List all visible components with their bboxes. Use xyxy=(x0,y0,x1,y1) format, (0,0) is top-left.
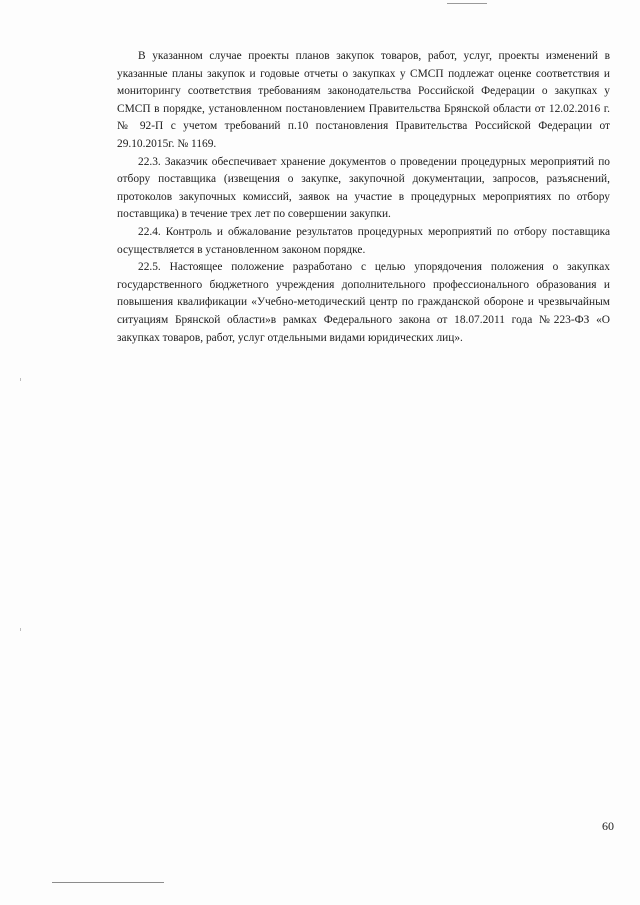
scan-artifact-left-2 xyxy=(20,628,21,631)
scan-artifact-top xyxy=(447,3,487,4)
scan-artifact-left-1 xyxy=(20,378,21,381)
scan-artifact-bottom xyxy=(52,882,164,883)
paragraph-smsp-assessment: В указанном случае проекты планов закупок товаров, работ, услуг, проекты изменений в указанные планы закупок и годовые отчеты о закупках у СМСП подлежат оценке соответствия и мониторингу соответствия требованиям законодательства Российской Федерации о закупках у СМСП в порядке, установленном постановлением Правительства Брянской области от 12.02.2016 г. № 92-П с учетом требований п.10 постановления Правительства Российской Федерации от 29.10.2015г. № 1169. xyxy=(117,50,610,150)
paragraph-22-3: 22.3. Заказчик обеспечивает хранение документов о проведении процедурных мероприятий по отбору поставщика (извещения о закупке, закупочной документации, запросов, разъяснений, протоколов закупочных комиссий, заявок на участие в процедурных мероприятиях по отбору поставщика) в течение трех лет по совершении закупки. xyxy=(117,155,610,221)
document-body xyxy=(117,48,610,347)
paragraph-22-5: 22.5. Настоящее положение разработано с целью упорядочения положения о закупках государственного бюджетного учреждения дополнительного профессионального образования и повышения квалификации «Учебно-методический центр по гражданской обороне и чрезвычайным ситуациям Брянской области»в рамках Федерального закона от 18.07.2011 года №223-ФЗ «О закупках товаров, работ, услуг отдельными видами юридических лиц». xyxy=(117,261,610,344)
page-number: 60 xyxy=(602,819,614,833)
paragraph-22-4: 22.4. Контроль и обжалование результатов процедурных мероприятий по отбору поставщика осуществляется в установленном законом порядке. xyxy=(117,225,610,256)
